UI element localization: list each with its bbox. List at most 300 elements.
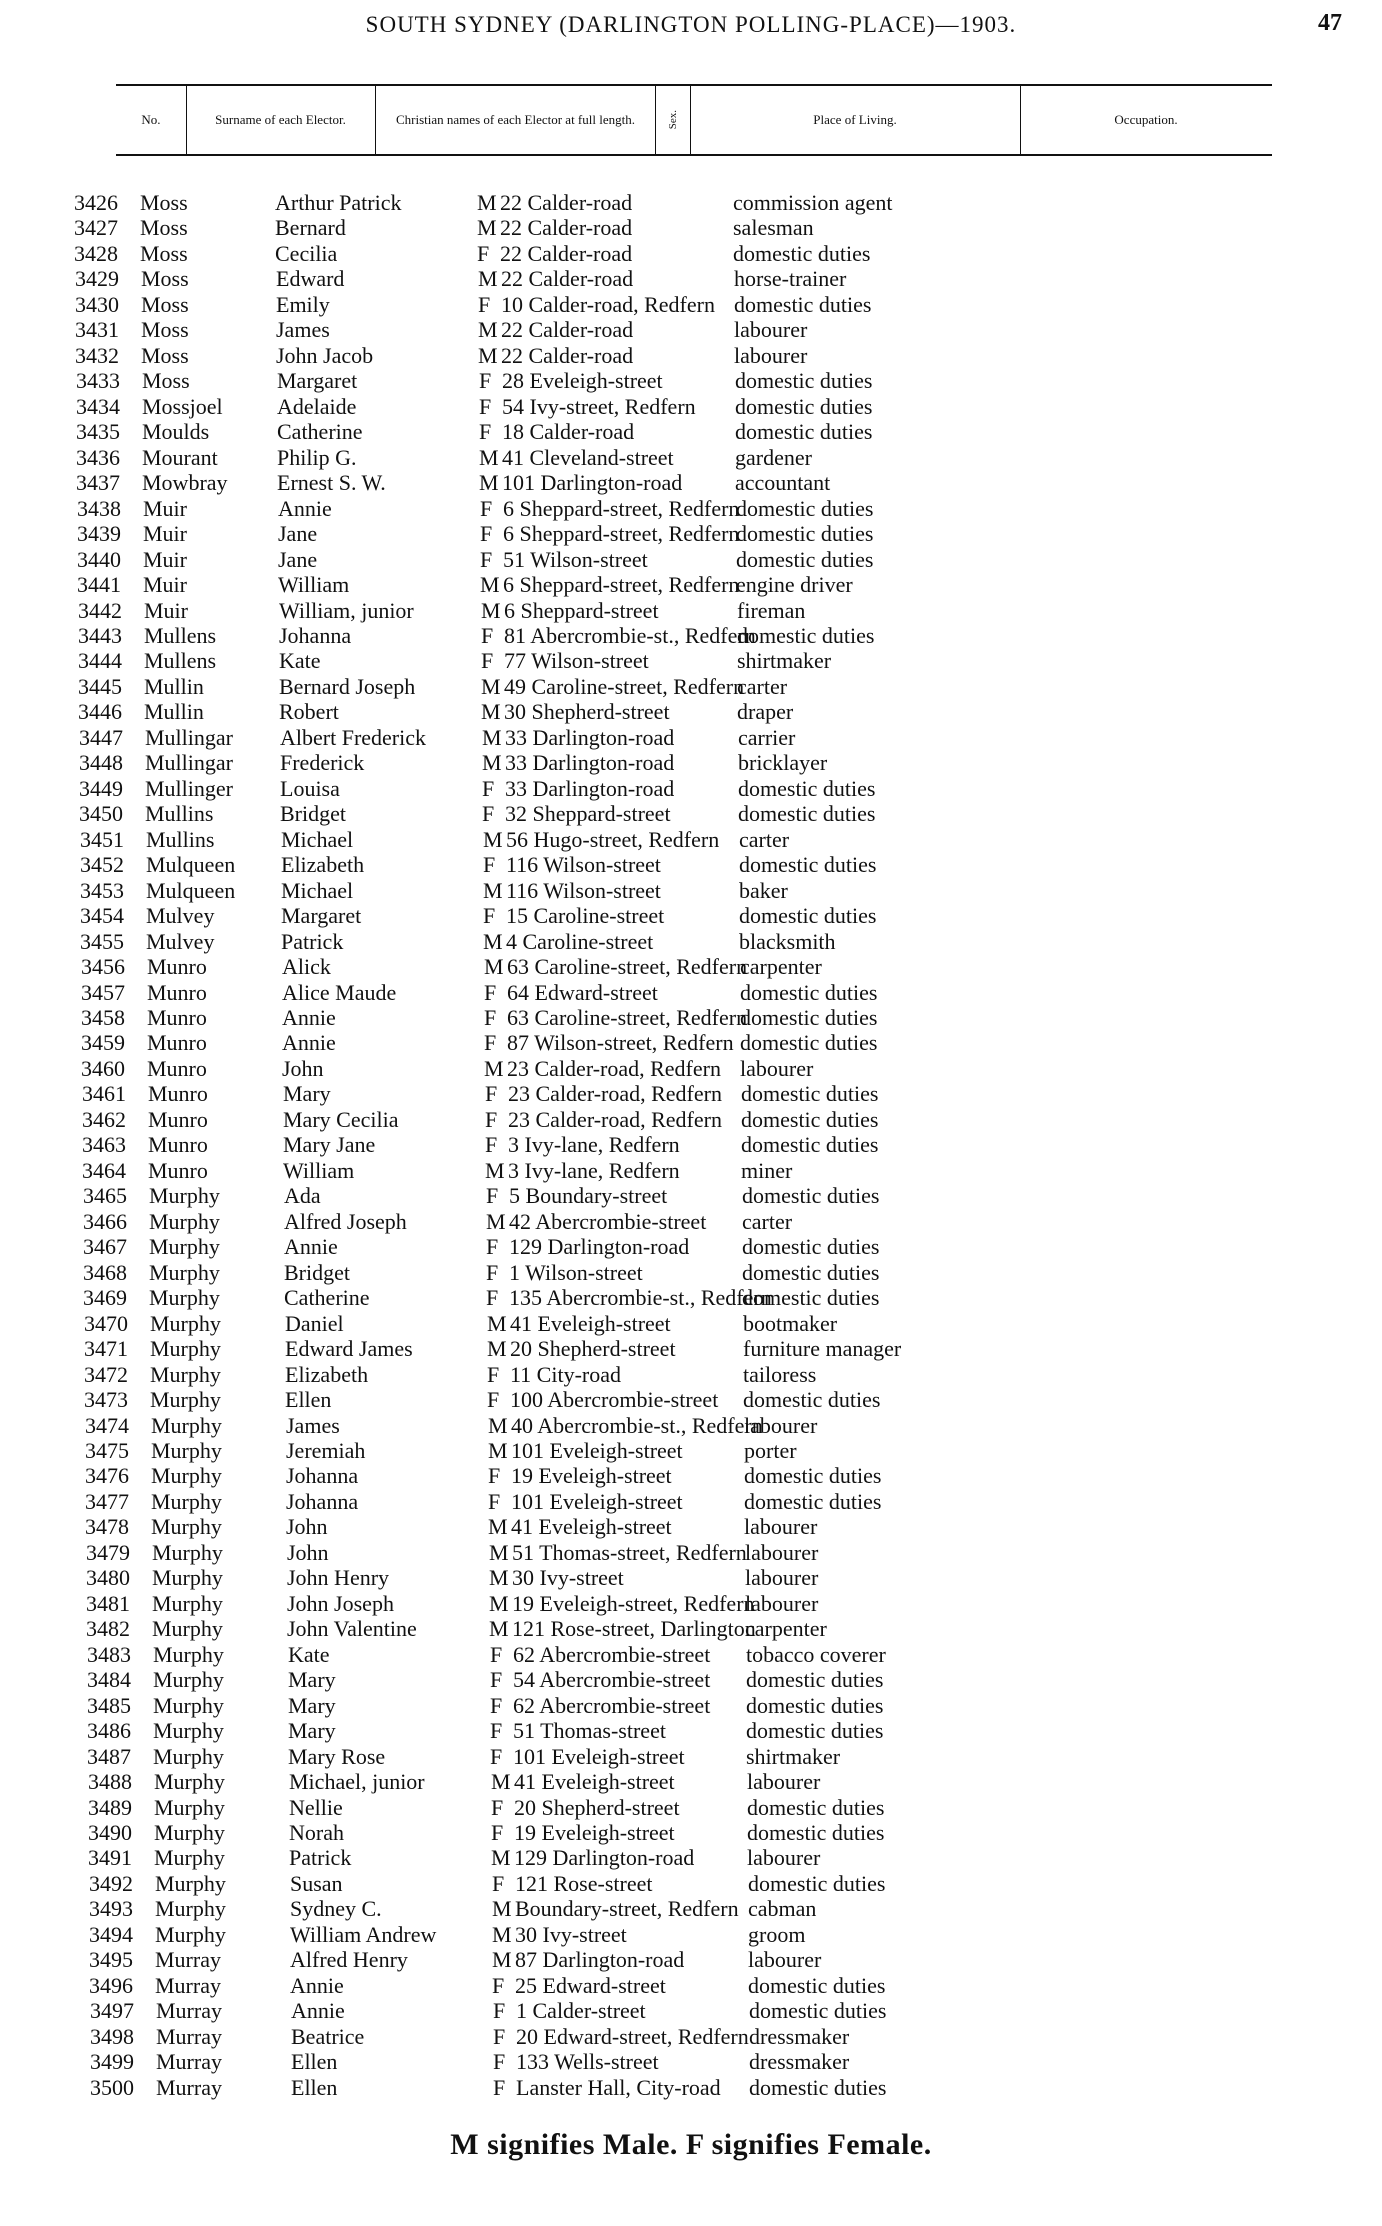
elector-sex: F bbox=[493, 2049, 506, 2075]
elector-surname: Munro bbox=[148, 1132, 208, 1158]
elector-christian-names: John bbox=[286, 1514, 328, 1540]
table-row bbox=[0, 1234, 1382, 1259]
elector-occupation: shirtmaker bbox=[746, 1743, 841, 1769]
elector-place: 51 Thomas-street bbox=[513, 1718, 666, 1744]
table-row bbox=[0, 394, 1382, 419]
elector-occupation: domestic duties bbox=[740, 1005, 878, 1030]
elector-surname: Mullins bbox=[146, 826, 215, 852]
table-row bbox=[0, 1311, 1382, 1336]
elector-place: 20 Shepherd-street bbox=[510, 1336, 676, 1362]
elector-occupation: domestic duties bbox=[736, 546, 874, 572]
elector-christian-names: Ellen bbox=[285, 1387, 332, 1413]
header-surname: Surname of each Elector. bbox=[186, 86, 376, 154]
elector-surname: Murphy bbox=[153, 1667, 224, 1693]
elector-surname: Moss bbox=[140, 215, 188, 241]
elector-surname: Mullingar bbox=[145, 750, 233, 776]
elector-place: 41 Eveleigh-street bbox=[510, 1310, 671, 1336]
elector-occupation: carter bbox=[742, 1208, 793, 1234]
elector-christian-names: Arthur Patrick bbox=[275, 190, 402, 215]
elector-christian-names: Annie bbox=[284, 1234, 338, 1260]
elector-number: 3488 bbox=[88, 1769, 132, 1795]
elector-place: 129 Darlington-road bbox=[509, 1234, 690, 1260]
elector-place: 101 Eveleigh-street bbox=[511, 1437, 683, 1463]
elector-surname: Mullin bbox=[144, 673, 204, 699]
elector-surname: Murray bbox=[156, 2049, 222, 2075]
elector-christian-names: Margaret bbox=[281, 903, 362, 929]
elector-occupation: domestic duties bbox=[741, 1132, 879, 1158]
table-row bbox=[0, 1947, 1382, 1972]
elector-surname: Murphy bbox=[154, 1845, 225, 1871]
elector-place: 30 Shepherd-street bbox=[504, 699, 670, 725]
elector-number: 3493 bbox=[89, 1896, 133, 1922]
elector-number: 3485 bbox=[87, 1692, 131, 1718]
elector-place: 121 Rose-street, Darlington bbox=[512, 1616, 756, 1642]
elector-occupation: domestic duties bbox=[742, 1259, 880, 1285]
elector-place: 30 Ivy-street bbox=[512, 1565, 624, 1591]
elector-place: Boundary-street, Redfern bbox=[515, 1896, 739, 1922]
elector-christian-names: Ellen bbox=[291, 2049, 338, 2075]
elector-sex: F bbox=[483, 903, 496, 929]
elector-surname: Murphy bbox=[152, 1590, 223, 1616]
elector-christian-names: John Jacob bbox=[276, 342, 374, 368]
elector-place: 20 Edward-street, Redfern bbox=[516, 2023, 749, 2049]
elector-sex: F bbox=[484, 1030, 497, 1056]
table-row bbox=[0, 1030, 1382, 1055]
table-row bbox=[0, 292, 1382, 317]
table-row bbox=[0, 1132, 1382, 1157]
elector-number: 3497 bbox=[90, 1998, 134, 2024]
elector-place: 101 Eveleigh-street bbox=[511, 1488, 683, 1514]
footer-legend: M signifies Male. F signifies Female. bbox=[450, 2128, 932, 2161]
elector-number: 3490 bbox=[88, 1820, 132, 1845]
elector-place: 33 Darlington-road bbox=[505, 724, 675, 750]
elector-place: 4 Caroline-street bbox=[506, 928, 654, 954]
elector-occupation: domestic duties bbox=[740, 1030, 878, 1056]
elector-place: Lanster Hall, City-road bbox=[516, 2074, 721, 2100]
elector-place: 19 Eveleigh-street bbox=[514, 1820, 675, 1845]
elector-surname: Murphy bbox=[151, 1488, 222, 1514]
elector-occupation: domestic duties bbox=[748, 1972, 886, 1998]
elector-sex: F bbox=[485, 1132, 498, 1158]
table-row bbox=[0, 1183, 1382, 1208]
elector-occupation: bricklayer bbox=[738, 750, 828, 776]
elector-sex: M bbox=[483, 928, 503, 954]
table-row bbox=[0, 1922, 1382, 1947]
elector-christian-names: Alick bbox=[282, 954, 331, 980]
elector-place: 81 Abercrombie-st., Redfern bbox=[504, 622, 756, 648]
elector-surname: Munro bbox=[147, 1055, 207, 1081]
table-row bbox=[0, 2075, 1382, 2100]
elector-sex: M bbox=[492, 1896, 512, 1922]
elector-surname: Murphy bbox=[150, 1387, 221, 1413]
elector-occupation: domestic duties bbox=[742, 1285, 880, 1311]
elector-occupation: labourer bbox=[734, 317, 808, 343]
elector-surname: Moulds bbox=[142, 419, 210, 445]
table-row bbox=[0, 1336, 1382, 1361]
header-place: Place of Living. bbox=[690, 86, 1021, 154]
elector-sex: F bbox=[493, 1998, 506, 2024]
elector-number: 3437 bbox=[76, 470, 120, 496]
elector-sex: F bbox=[485, 1106, 498, 1132]
elector-sex: F bbox=[490, 1641, 503, 1667]
elector-christian-names: Annie bbox=[291, 1998, 345, 2024]
elector-sex: M bbox=[486, 1208, 506, 1234]
table-row bbox=[0, 1769, 1382, 1794]
elector-number: 3471 bbox=[84, 1336, 128, 1362]
elector-sex: F bbox=[492, 1972, 505, 1998]
elector-occupation: domestic duties bbox=[747, 1820, 885, 1845]
elector-occupation: domestic duties bbox=[736, 521, 874, 547]
elector-sex: F bbox=[491, 1820, 504, 1845]
table-row bbox=[0, 496, 1382, 521]
elector-sex: F bbox=[478, 291, 491, 317]
elector-place: 87 Wilson-street, Redfern bbox=[507, 1030, 734, 1056]
elector-number: 3500 bbox=[90, 2074, 134, 2100]
elector-surname: Murray bbox=[156, 2023, 222, 2049]
elector-number: 3464 bbox=[82, 1157, 126, 1183]
elector-occupation: domestic duties bbox=[739, 903, 877, 929]
elector-number: 3460 bbox=[81, 1055, 125, 1081]
elector-sex: F bbox=[490, 1692, 503, 1718]
table-row bbox=[0, 1744, 1382, 1769]
elector-number: 3495 bbox=[89, 1947, 133, 1973]
elector-number: 3474 bbox=[85, 1412, 129, 1438]
table-row bbox=[0, 1005, 1382, 1030]
elector-sex: M bbox=[477, 215, 497, 241]
elector-number: 3456 bbox=[81, 954, 125, 980]
elector-number: 3469 bbox=[83, 1285, 127, 1311]
elector-number: 3465 bbox=[83, 1183, 127, 1209]
elector-sex: F bbox=[491, 1794, 504, 1820]
elector-occupation: domestic duties bbox=[737, 622, 875, 648]
elector-place: 41 Eveleigh-street bbox=[514, 1769, 675, 1795]
elector-christian-names: Norah bbox=[289, 1820, 344, 1845]
table-row bbox=[0, 1693, 1382, 1718]
elector-christian-names: Frederick bbox=[280, 750, 365, 776]
elector-occupation: carter bbox=[737, 673, 788, 699]
elector-number: 3448 bbox=[79, 750, 123, 776]
elector-place: 33 Darlington-road bbox=[505, 750, 675, 776]
table-row bbox=[0, 241, 1382, 266]
elector-number: 3430 bbox=[75, 291, 119, 317]
elector-christian-names: Catherine bbox=[284, 1285, 370, 1311]
table-row bbox=[0, 1209, 1382, 1234]
table-row bbox=[0, 1718, 1382, 1743]
elector-occupation: domestic duties bbox=[748, 1870, 886, 1896]
elector-place: 54 Ivy-street, Redfern bbox=[502, 393, 696, 419]
elector-sex: M bbox=[478, 266, 498, 292]
elector-surname: Murphy bbox=[150, 1310, 221, 1336]
elector-surname: Murphy bbox=[154, 1794, 225, 1820]
elector-sex: M bbox=[482, 724, 502, 750]
elector-occupation: labourer bbox=[745, 1590, 819, 1616]
elector-sex: M bbox=[482, 750, 502, 776]
elector-number: 3435 bbox=[76, 419, 120, 445]
elector-christian-names: Johanna bbox=[286, 1463, 359, 1489]
elector-place: 28 Eveleigh-street bbox=[502, 368, 663, 394]
elector-number: 3491 bbox=[88, 1845, 132, 1871]
elector-occupation: blacksmith bbox=[739, 928, 836, 954]
elector-sex: F bbox=[481, 622, 494, 648]
elector-place: 19 Eveleigh-street, Redfern bbox=[512, 1590, 755, 1616]
elector-number: 3427 bbox=[74, 215, 118, 241]
elector-place: 62 Abercrombie-street bbox=[513, 1692, 711, 1718]
elector-christian-names: Philip G. bbox=[277, 444, 357, 470]
elector-place: 49 Caroline-street, Redfern bbox=[504, 673, 745, 699]
elector-christian-names: Bridget bbox=[284, 1259, 350, 1285]
elector-surname: Murphy bbox=[149, 1259, 220, 1285]
elector-christian-names: Michael bbox=[281, 826, 354, 852]
elector-place: 11 City-road bbox=[510, 1361, 621, 1387]
elector-surname: Murphy bbox=[152, 1565, 223, 1591]
elector-sex: M bbox=[488, 1437, 508, 1463]
elector-number: 3428 bbox=[74, 240, 118, 266]
elector-christian-names: James bbox=[286, 1412, 340, 1438]
elector-christian-names: Annie bbox=[278, 495, 332, 521]
elector-christian-names: Mary bbox=[288, 1692, 336, 1718]
elector-surname: Murphy bbox=[155, 1896, 226, 1922]
elector-number: 3438 bbox=[77, 495, 121, 521]
table-row bbox=[0, 1565, 1382, 1590]
elector-number: 3459 bbox=[81, 1030, 125, 1056]
elector-occupation: shirtmaker bbox=[737, 648, 832, 674]
elector-sex: M bbox=[489, 1565, 509, 1591]
elector-number: 3473 bbox=[84, 1387, 128, 1413]
elector-sex: M bbox=[489, 1539, 509, 1565]
elector-christian-names: Beatrice bbox=[291, 2023, 365, 2049]
elector-place: 51 Thomas-street, Redfern bbox=[512, 1539, 747, 1565]
elector-number: 3480 bbox=[86, 1565, 130, 1591]
table-row bbox=[0, 445, 1382, 470]
elector-place: 3 Ivy-lane, Redfern bbox=[508, 1132, 680, 1158]
column-header-row bbox=[116, 84, 1272, 156]
elector-surname: Mowbray bbox=[142, 470, 228, 496]
elector-surname: Murphy bbox=[151, 1514, 222, 1540]
table-row bbox=[0, 1998, 1382, 2023]
elector-surname: Mullingar bbox=[145, 724, 233, 750]
elector-place: 25 Edward-street bbox=[515, 1972, 666, 1998]
elector-surname: Munro bbox=[147, 1005, 207, 1030]
elector-surname: Munro bbox=[147, 954, 207, 980]
elector-christian-names: Ernest S. W. bbox=[277, 470, 386, 496]
elector-christian-names: Johanna bbox=[279, 622, 352, 648]
table-row bbox=[0, 521, 1382, 546]
elector-place: 6 Sheppard-street, Redfern bbox=[503, 572, 740, 598]
header-occupation: Occupation. bbox=[1114, 112, 1178, 127]
elector-place: 41 Eveleigh-street bbox=[511, 1514, 672, 1540]
elector-surname: Murphy bbox=[155, 1921, 226, 1947]
elector-christian-names: Sydney C. bbox=[290, 1896, 382, 1922]
elector-occupation: domestic duties bbox=[747, 1794, 885, 1820]
elector-sex: F bbox=[493, 2023, 506, 2049]
elector-number: 3476 bbox=[85, 1463, 129, 1489]
elector-surname: Mulvey bbox=[146, 903, 215, 929]
elector-number: 3434 bbox=[76, 393, 120, 419]
elector-sex: F bbox=[488, 1488, 501, 1514]
table-row bbox=[0, 1463, 1382, 1488]
table-row bbox=[0, 547, 1382, 572]
elector-christian-names: Elizabeth bbox=[285, 1361, 369, 1387]
elector-christian-names: Louisa bbox=[280, 775, 340, 801]
elector-christian-names: Daniel bbox=[285, 1310, 344, 1336]
elector-sex: F bbox=[486, 1285, 499, 1311]
elector-place: 6 Sheppard-street, Redfern bbox=[503, 521, 740, 547]
elector-surname: Murphy bbox=[151, 1437, 222, 1463]
elector-sex: M bbox=[487, 1336, 507, 1362]
elector-sex: M bbox=[492, 1921, 512, 1947]
elector-place: 1 Wilson-street bbox=[509, 1259, 643, 1285]
header-sex-cell bbox=[656, 86, 691, 154]
elector-christian-names: William, junior bbox=[279, 597, 414, 623]
table-row bbox=[0, 572, 1382, 597]
elector-christian-names: Jane bbox=[278, 546, 318, 572]
elector-occupation: domestic duties bbox=[741, 1081, 879, 1107]
elector-christian-names: Jeremiah bbox=[286, 1437, 366, 1463]
elector-christian-names: Alfred Henry bbox=[290, 1947, 408, 1973]
elector-surname: Murphy bbox=[154, 1769, 225, 1795]
elector-christian-names: Adelaide bbox=[277, 393, 357, 419]
elector-place: 15 Caroline-street bbox=[506, 903, 665, 929]
elector-number: 3449 bbox=[79, 775, 123, 801]
elector-number: 3444 bbox=[78, 648, 122, 674]
elector-surname: Mullens bbox=[144, 622, 217, 648]
table-row bbox=[0, 598, 1382, 623]
elector-place: 121 Rose-street bbox=[515, 1870, 653, 1896]
elector-occupation: domestic duties bbox=[738, 801, 876, 827]
elector-place: 18 Calder-road bbox=[502, 419, 635, 445]
table-row bbox=[0, 2024, 1382, 2049]
elector-occupation: domestic duties bbox=[733, 240, 871, 266]
table-row bbox=[0, 801, 1382, 826]
page-title: SOUTH SYDNEY (DARLINGTON POLLING-PLACE)—1903. bbox=[365, 12, 1017, 37]
elector-christian-names: John Valentine bbox=[287, 1616, 417, 1642]
elector-christian-names: Jane bbox=[278, 521, 318, 547]
table-row bbox=[0, 1540, 1382, 1565]
elector-occupation: domestic duties bbox=[738, 775, 876, 801]
elector-number: 3429 bbox=[75, 266, 119, 292]
elector-number: 3475 bbox=[85, 1437, 129, 1463]
elector-number: 3446 bbox=[78, 699, 122, 725]
table-row bbox=[0, 1387, 1382, 1412]
elector-number: 3477 bbox=[85, 1488, 129, 1514]
elector-occupation: domestic duties bbox=[744, 1488, 882, 1514]
elector-sex: F bbox=[482, 801, 495, 827]
elector-sex: F bbox=[490, 1743, 503, 1769]
elector-surname: Murphy bbox=[153, 1692, 224, 1718]
table-row bbox=[0, 980, 1382, 1005]
elector-surname: Muir bbox=[143, 546, 187, 572]
elector-surname: Mulqueen bbox=[146, 852, 236, 878]
elector-christian-names: William bbox=[283, 1157, 355, 1183]
elector-place: 51 Wilson-street bbox=[503, 546, 648, 572]
elector-surname: Murphy bbox=[150, 1361, 221, 1387]
elector-sex: M bbox=[478, 342, 498, 368]
elector-occupation: accountant bbox=[735, 470, 831, 496]
elector-surname: Muir bbox=[143, 495, 187, 521]
elector-sex: M bbox=[491, 1845, 511, 1871]
elector-place: 20 Shepherd-street bbox=[514, 1794, 680, 1820]
elector-occupation: domestic duties bbox=[746, 1718, 884, 1744]
elector-christian-names: Nellie bbox=[289, 1794, 343, 1820]
elector-surname: Munro bbox=[147, 979, 207, 1005]
elector-christian-names: Bernard Joseph bbox=[279, 673, 416, 699]
elector-surname: Murphy bbox=[154, 1820, 225, 1845]
elector-surname: Murphy bbox=[155, 1870, 226, 1896]
elector-surname: Murphy bbox=[153, 1641, 224, 1667]
elector-sex: F bbox=[488, 1463, 501, 1489]
elector-christian-names: Johanna bbox=[286, 1488, 359, 1514]
elector-occupation: domestic duties bbox=[742, 1234, 880, 1260]
elector-number: 3484 bbox=[87, 1667, 131, 1693]
elector-occupation: domestic duties bbox=[746, 1692, 884, 1718]
elector-number: 3440 bbox=[77, 546, 121, 572]
table-row bbox=[0, 1438, 1382, 1463]
elector-occupation: commission agent bbox=[733, 190, 893, 215]
elector-christian-names: John Joseph bbox=[287, 1590, 394, 1616]
elector-surname: Moss bbox=[141, 266, 189, 292]
elector-number: 3487 bbox=[87, 1743, 131, 1769]
elector-number: 3441 bbox=[77, 572, 121, 598]
elector-occupation: carpenter bbox=[745, 1616, 827, 1642]
elector-christian-names: Michael, junior bbox=[289, 1769, 425, 1795]
table-row bbox=[0, 419, 1382, 444]
elector-number: 3467 bbox=[83, 1234, 127, 1260]
elector-number: 3461 bbox=[82, 1081, 126, 1107]
elector-surname: Muir bbox=[144, 597, 188, 623]
elector-sex: M bbox=[480, 572, 500, 598]
elector-occupation: dressmaker bbox=[749, 2049, 850, 2075]
table-row bbox=[0, 1616, 1382, 1641]
elector-number: 3496 bbox=[89, 1972, 133, 1998]
elector-sex: M bbox=[478, 317, 498, 343]
elector-christian-names: Ada bbox=[284, 1183, 321, 1209]
elector-occupation: salesman bbox=[733, 215, 814, 241]
elector-place: 23 Calder-road, Redfern bbox=[508, 1081, 722, 1107]
elector-occupation: tailoress bbox=[743, 1361, 817, 1387]
elector-sex: M bbox=[489, 1616, 509, 1642]
elector-number: 3463 bbox=[82, 1132, 126, 1158]
elector-occupation: cabman bbox=[748, 1896, 817, 1922]
elector-number: 3442 bbox=[78, 597, 122, 623]
elector-place: 22 Calder-road bbox=[501, 317, 634, 343]
elector-sex: F bbox=[484, 1005, 497, 1030]
elector-number: 3492 bbox=[89, 1870, 133, 1896]
elector-number: 3431 bbox=[75, 317, 119, 343]
elector-number: 3479 bbox=[86, 1539, 130, 1565]
elector-place: 100 Abercrombie-street bbox=[510, 1387, 719, 1413]
elector-sex: M bbox=[491, 1769, 511, 1795]
table-row bbox=[0, 1973, 1382, 1998]
elector-place: 54 Abercrombie-street bbox=[513, 1667, 711, 1693]
elector-christian-names: Susan bbox=[290, 1870, 343, 1896]
elector-number: 3478 bbox=[85, 1514, 129, 1540]
table-row bbox=[0, 1514, 1382, 1539]
elector-place: 56 Hugo-street, Redfern bbox=[506, 826, 720, 852]
elector-number: 3450 bbox=[79, 801, 123, 827]
elector-sex: F bbox=[492, 1870, 505, 1896]
elector-place: 19 Eveleigh-street bbox=[511, 1463, 672, 1489]
header-no: No. bbox=[116, 86, 187, 154]
elector-number: 3494 bbox=[89, 1921, 133, 1947]
elector-occupation: fireman bbox=[737, 597, 806, 623]
elector-surname: Mullin bbox=[144, 699, 204, 725]
elector-sex: M bbox=[484, 954, 504, 980]
table-row bbox=[0, 1795, 1382, 1820]
elector-sex: F bbox=[484, 979, 497, 1005]
elector-occupation: furniture manager bbox=[743, 1336, 902, 1362]
table-row bbox=[0, 776, 1382, 801]
elector-surname: Mourant bbox=[142, 444, 218, 470]
